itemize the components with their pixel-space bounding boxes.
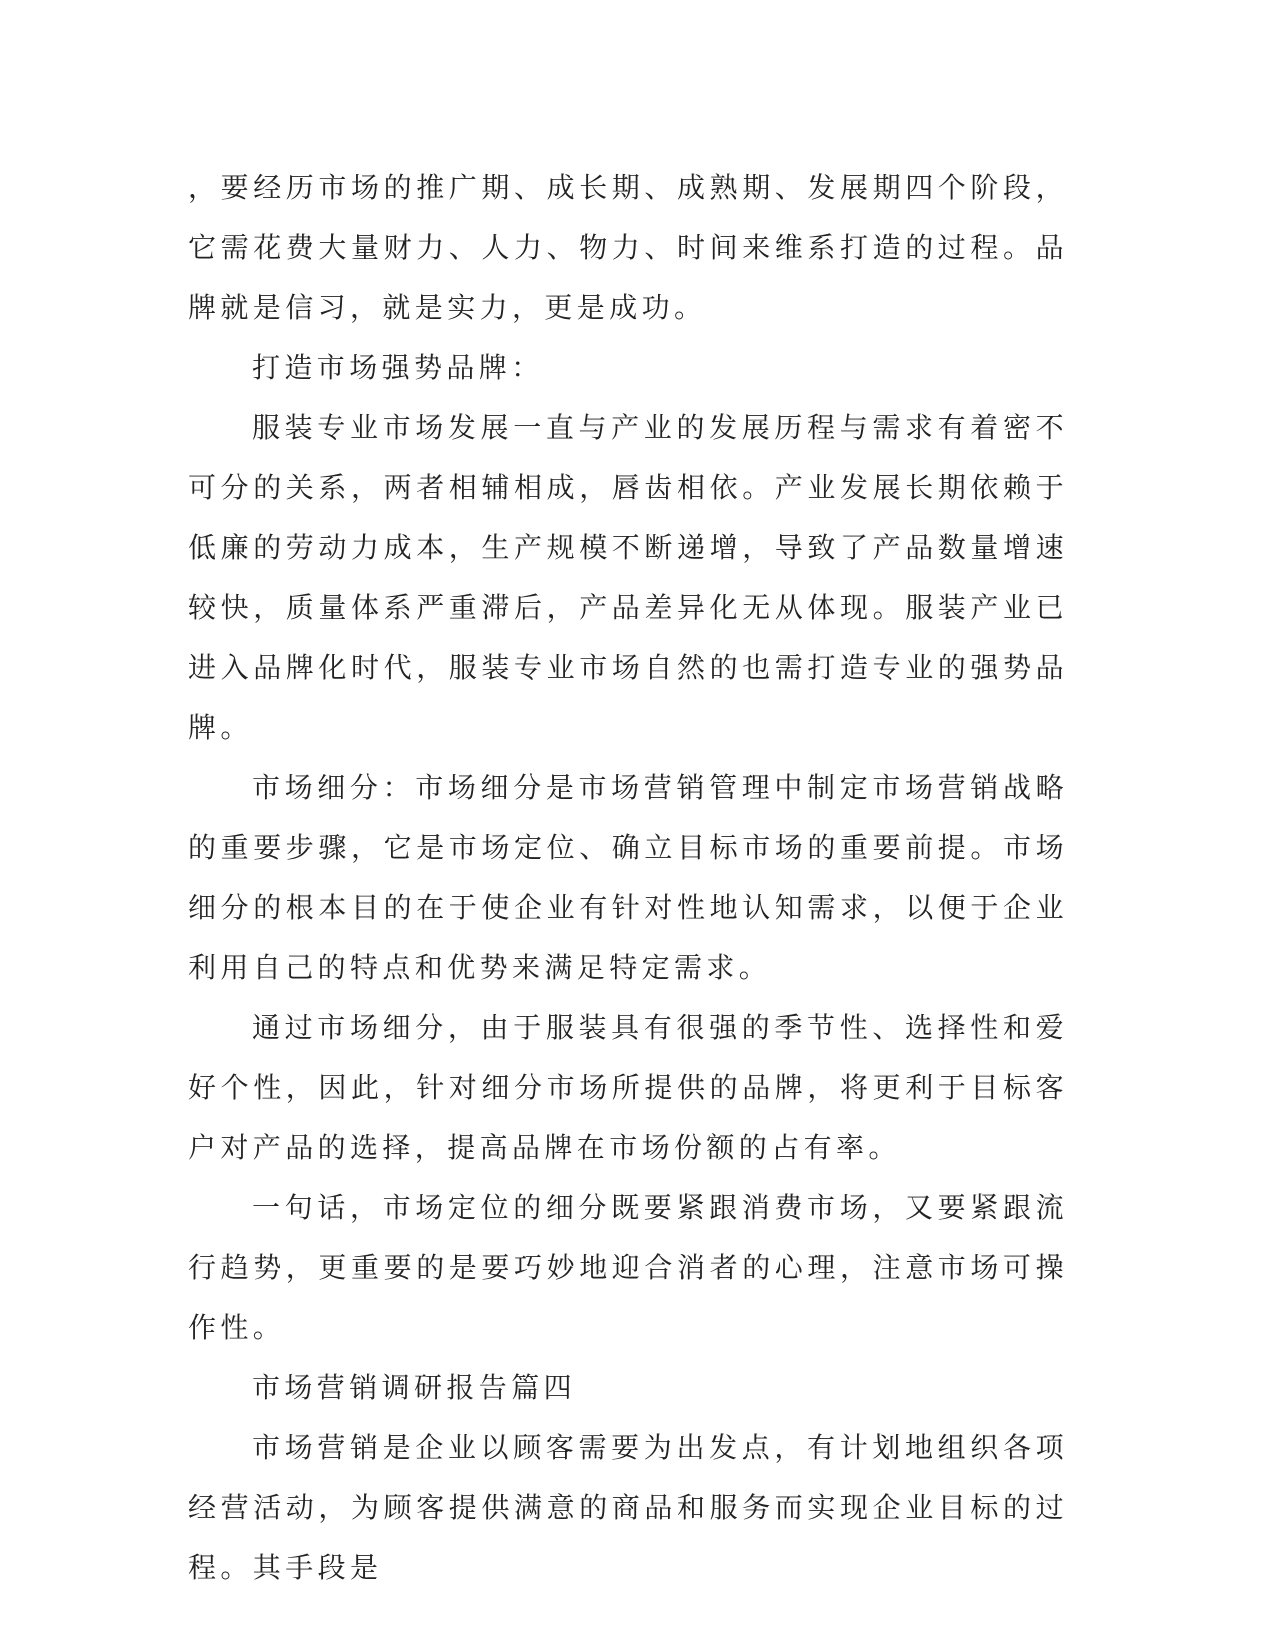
paragraph-summary: 一句话，市场定位的细分既要紧跟消费市场，又要紧跟流行趋势，更重要的是要巧妙地迎合消者的心理，注意市场可操作性。 [188,1191,1068,1344]
document-body [188,158,1068,1598]
paragraph-heading-brand: 打造市场强势品牌： [252,351,544,384]
paragraph-marketing-definition: 市场营销是企业以顾客需要为出发点，有计划地组织各项经营活动，为顾客提供满意的商品和服务而实现企业目标的过程。其手段是 [188,1431,1068,1584]
paragraph-continuation: ，要经历市场的推广期、成长期、成熟期、发展期四个阶段，它需花费大量财力、人力、物力、时间来维系打造的过程。品牌就是信习，就是实力，更是成功。 [188,171,1068,324]
paragraph-industry: 服装专业市场发展一直与产业的发展历程与需求有着密不可分的关系，两者相辅相成，唇齿相依。产业发展长期依赖于低廉的劳动力成本，生产规模不断递增，导致了产品数量增速较快，质量体系严重滞后，产品差异化无从体现。服装产业已进入品牌化时代，服装专业市场自然的也需打造专业的强势品牌。 [188,411,1068,744]
paragraph-segmentation-benefit: 通过市场细分，由于服装具有很强的季节性、选择性和爱好个性，因此，针对细分市场所提供的品牌，将更利于目标客户对产品的选择，提高品牌在市场份额的占有率。 [188,1011,1068,1164]
paragraph-segmentation: 市场细分：市场细分是市场营销管理中制定市场营销战略的重要步骤，它是市场定位、确立目标市场的重要前提。市场细分的根本目的在于使企业有针对性地认知需求，以便于企业利用自己的特点和优势来满足特定需求。 [188,771,1068,984]
section-title: 市场营销调研报告篇四 [252,1371,577,1404]
